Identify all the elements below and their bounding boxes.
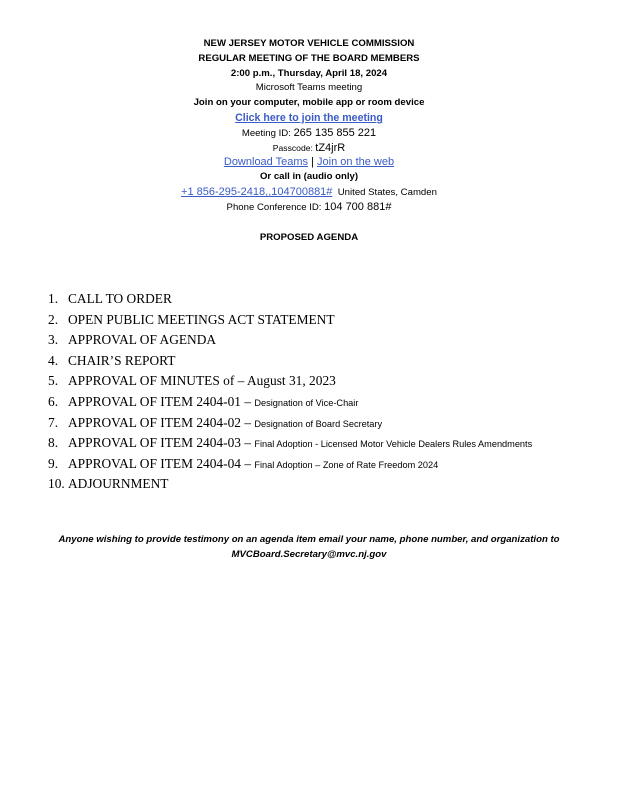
meeting-datetime: 2:00 p.m., Thursday, April 18, 2024 [230,67,388,79]
join-instructions: Join on your computer, mobile app or room device [193,97,425,109]
phone-number-link[interactable]: +1 856-295-2418,,104700881# [181,185,333,198]
agenda-list [48,289,608,495]
call-in-label: Or call in (audio only) [259,171,359,183]
agenda-item-number: 7. [48,414,59,430]
agenda-item [48,371,608,392]
organization-name: NEW JERSEY MOTOR VEHICLE COMMISSION [203,38,415,49]
passcode-row [0,141,618,156]
agenda-item [48,289,608,310]
agenda-item-number: 6. [48,393,59,409]
testimony-notice-text: Anyone wishing to provide testimony on an agenda item email your name, phone number, and organization to [58,534,560,545]
board-secretary-email[interactable]: MVCBoard.Secretary@mvc.nj.gov [231,549,387,560]
phone-location: United States, Camden [332,186,437,198]
agenda-item-title: APPROVAL OF MINUTES of – August 31, 2023 [68,373,336,389]
conference-id-label: Phone Conference ID: [226,201,325,213]
phone-row [0,185,618,200]
agenda-item-title: APPROVAL OF ITEM 2404-02 – [68,414,255,430]
agenda-item-description: Designation of Vice-Chair [254,397,359,408]
agenda-item-title: APPROVAL OF ITEM 2404-01 – [68,393,255,409]
meeting-id-value: 265 135 855 221 [293,126,377,139]
agenda-item [48,330,608,351]
agenda-item [48,351,608,372]
agenda-item-title: CHAIR’S REPORT [68,352,176,368]
conference-id-row [0,200,618,215]
conference-id-value: 104 700 881# [324,200,392,213]
agenda-item-description: Final Adoption - Licensed Motor Vehicle Dealers Rules Amendments [254,439,533,450]
meeting-id-label: Meeting ID: [241,127,294,139]
agenda-item [48,454,608,475]
agenda-item-title: APPROVAL OF ITEM 2404-03 – [68,435,255,451]
agenda-item-description: Designation of Board Secretary [254,418,383,429]
agenda-item-number: 5. [48,373,59,389]
agenda-item-number: 3. [48,332,59,348]
agenda-item [48,413,608,434]
meeting-id-row [0,126,618,141]
agenda-item-number: 1. [48,291,59,306]
join-meeting-link[interactable]: Click here to join the meeting [235,111,383,124]
meeting-title: REGULAR MEETING OF THE BOARD MEMBERS [198,52,420,64]
agenda-item-number: 9. [48,455,59,471]
agenda-item-description: Final Adoption – Zone of Rate Freedom 2024 [254,459,439,470]
agenda-item [48,474,608,495]
agenda-item-title: ADJOURNMENT [68,476,169,492]
agenda-item-number: 8. [48,435,59,451]
agenda-heading: PROPOSED AGENDA [259,232,359,243]
download-row [0,155,618,170]
join-web-link[interactable]: Join on the web [317,156,395,169]
meeting-header [0,37,618,215]
agenda-item-number: 10. [48,476,65,492]
testimony-notice [0,532,618,562]
download-teams-link[interactable]: Download Teams [223,156,309,169]
passcode-label: Passcode: [272,142,316,153]
agenda-item-number: 4. [48,352,59,368]
agenda-item [48,310,608,331]
agenda-item-title: CALL TO ORDER [68,291,172,306]
agenda-item-number: 2. [48,311,59,327]
meeting-platform: Microsoft Teams meeting [255,82,363,94]
agenda-item-title: OPEN PUBLIC MEETINGS ACT STATEMENT [68,311,335,327]
agenda-item [48,392,608,413]
passcode-value: tZ4jrR [315,141,346,154]
agenda-item-title: APPROVAL OF AGENDA [68,332,217,348]
link-separator: | [308,156,318,169]
agenda-item [48,433,608,454]
agenda-item-title: APPROVAL OF ITEM 2404-04 – [68,455,255,471]
